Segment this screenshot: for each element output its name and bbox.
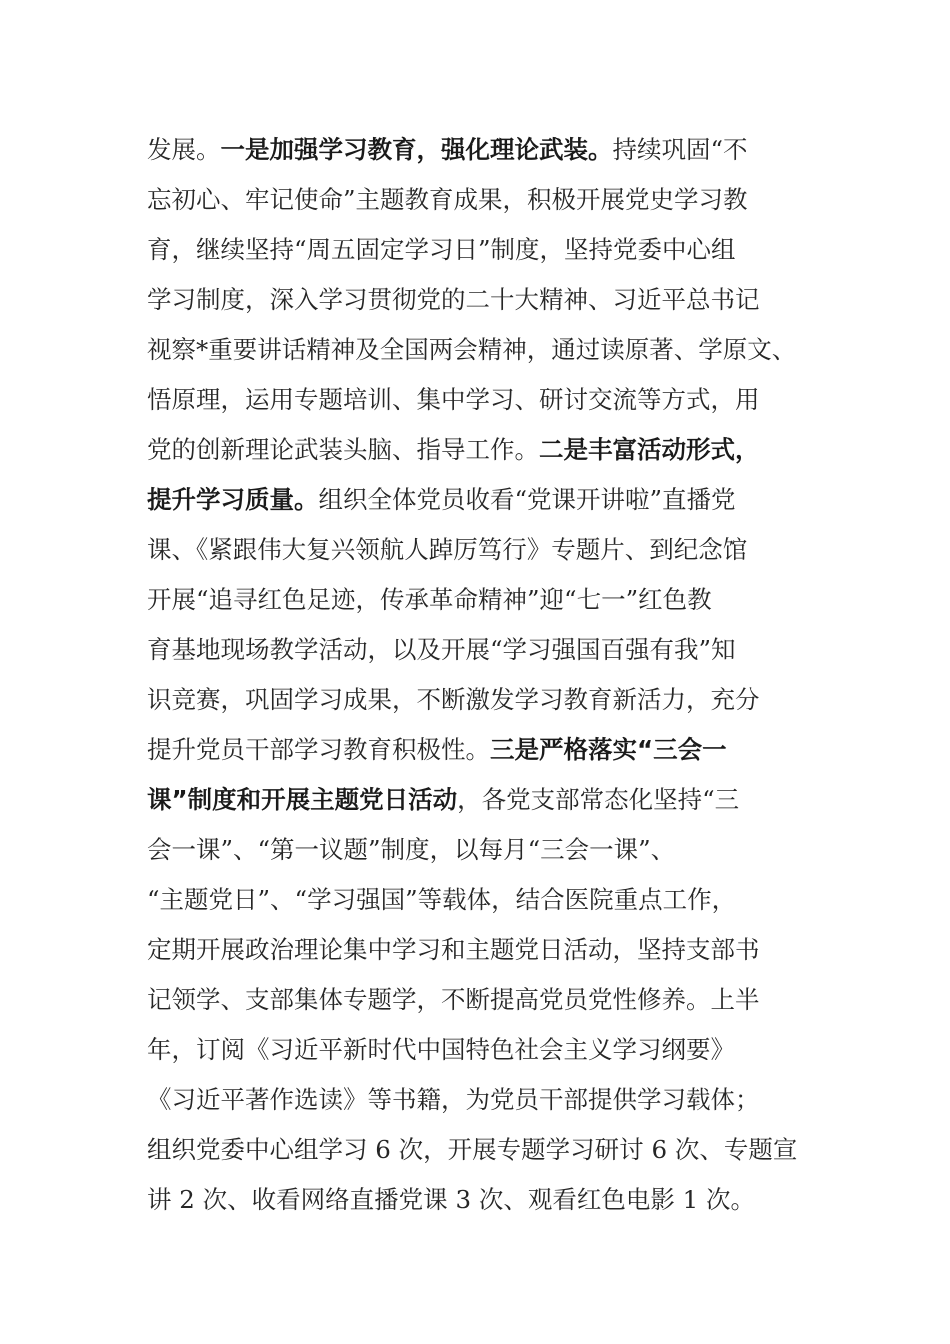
text-line — [147, 1025, 807, 1075]
body-text: 记领学、支部集体专题学，不断提高党员党性修养。上半 — [147, 985, 760, 1014]
body-text: 会一课”、“第一议题”制度，以每月“三会一课”、 — [147, 835, 676, 864]
body-text: 提升党员干部学习教育积极性。 — [147, 735, 490, 764]
body-text: 组织党委中心组学习 6 次，开展专题学习研讨 6 次、专题宣 — [147, 1135, 798, 1164]
text-line — [147, 725, 807, 775]
text-line — [147, 1175, 807, 1225]
text-line — [147, 475, 807, 525]
body-text: 视察*重要讲话精神及全国两会精神，通过读原著、学原文、 — [147, 335, 797, 364]
body-text: 忘初心、牢记使命”主题教育成果，积极开展党史学习教 — [147, 185, 748, 214]
body-text: 持续巩固“不 — [612, 135, 748, 164]
body-paragraph — [147, 125, 807, 1225]
body-text: 育基地现场教学活动，以及开展“学习强国百强有我”知 — [147, 635, 736, 664]
text-line — [147, 825, 807, 875]
text-line — [147, 1125, 807, 1175]
body-text: 定期开展政治理论集中学习和主题党日活动，坚持支部书 — [147, 935, 760, 964]
body-text: 开展“追寻红色足迹，传承革命精神”迎“七一”红色教 — [147, 585, 712, 614]
body-text: 课、《紧跟伟大复兴领航人踔厉笃行》专题片、到纪念馆 — [147, 535, 748, 564]
text-line — [147, 375, 807, 425]
body-text: 学习制度，深入学习贯彻党的二十大精神、习近平总书记 — [147, 285, 760, 314]
text-line — [147, 675, 807, 725]
text-line — [147, 875, 807, 925]
bold-heading-text: 三是严格落实“三会一 — [490, 735, 727, 764]
bold-heading-text: 一是加强学习教育，强化理论武装。 — [220, 135, 613, 164]
text-line — [147, 625, 807, 675]
body-text: 组织全体党员收看“党课开讲啦”直播党 — [318, 485, 736, 514]
bold-heading-text: 二是丰富活动形式， — [539, 435, 760, 464]
bold-heading-text: 提升学习质量。 — [147, 485, 319, 514]
body-text: ，各党支部常态化坚持“三 — [457, 785, 740, 814]
text-line — [147, 925, 807, 975]
body-text: 讲 2 次、收看网络直播党课 3 次、观看红色电影 1 次。 — [147, 1185, 755, 1214]
text-line — [147, 575, 807, 625]
text-line — [147, 275, 807, 325]
body-text: 悟原理，运用专题培训、集中学习、研讨交流等方式，用 — [147, 385, 760, 414]
text-line — [147, 775, 807, 825]
body-text: 年，订阅《习近平新时代中国特色社会主义学习纲要》 — [147, 1035, 735, 1064]
body-text: 发展。 — [147, 135, 221, 164]
text-line — [147, 525, 807, 575]
body-text: 党的创新理论武装头脑、指导工作。 — [147, 435, 539, 464]
text-line — [147, 225, 807, 275]
text-line — [147, 1075, 807, 1125]
text-line — [147, 425, 807, 475]
body-text: 《习近平著作选读》等书籍，为党员干部提供学习载体； — [147, 1085, 760, 1114]
body-text: “主题党日”、“学习强国”等载体，结合医院重点工作， — [147, 885, 737, 914]
text-line — [147, 125, 807, 175]
body-text: 识竞赛，巩固学习成果，不断激发学习教育新活力，充分 — [147, 685, 760, 714]
text-line — [147, 325, 807, 375]
bold-heading-text: 课”制度和开展主题党日活动 — [147, 785, 458, 814]
text-line — [147, 175, 807, 225]
text-line — [147, 975, 807, 1025]
body-text: 育，继续坚持“周五固定学习日”制度，坚持党委中心组 — [147, 235, 736, 264]
